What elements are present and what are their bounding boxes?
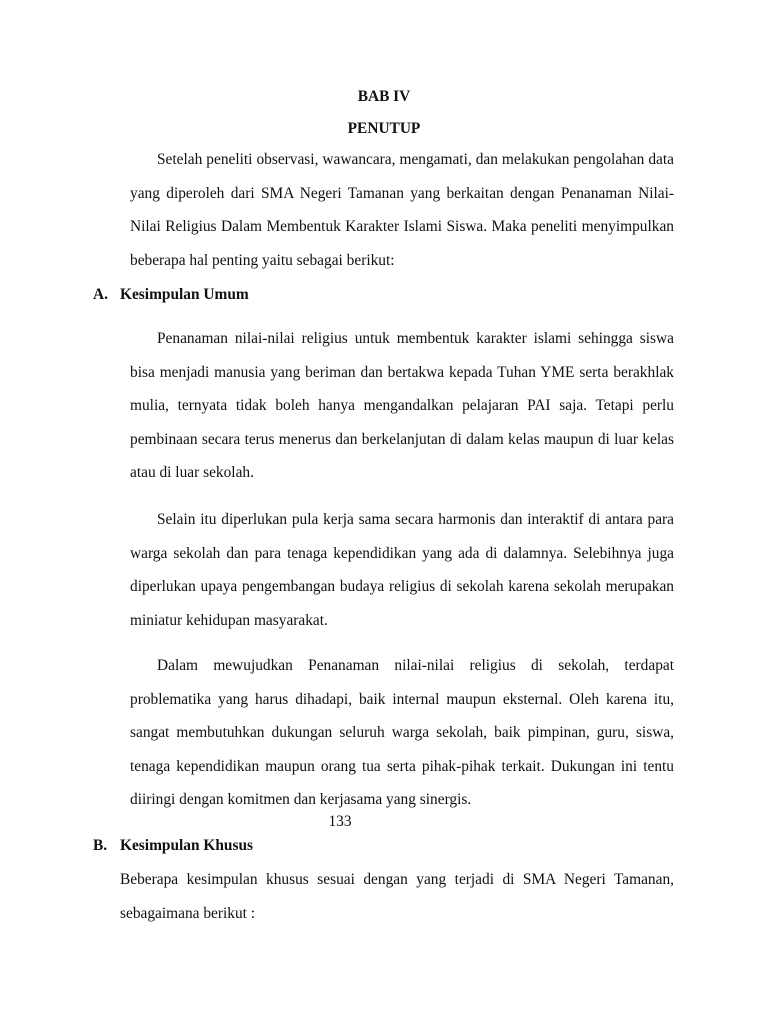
section-b-heading xyxy=(93,837,253,855)
section-b-paragraph-1: Beberapa kesimpulan khusus sesuai dengan yang terjadi di SMA Negeri Tamanan, sebagaimana berikut : xyxy=(120,871,674,922)
section-a-heading xyxy=(93,286,249,304)
intro-paragraph: Setelah peneliti observasi, wawancara, mengamati, dan melakukan pengolahan data yang diperoleh dari SMA Negeri Tamanan yang berkaitan dengan Penanaman Nilai-Nilai Religius Dalam Membentuk Karakter Islami Siswa. Maka peneliti menyimpulkan beberapa hal penting yaitu sebagai berikut: xyxy=(130,151,674,269)
section-a-number: A. xyxy=(93,286,108,303)
page-number: 133 xyxy=(328,813,352,830)
section-a-paragraph-2: Selain itu diperlukan pula kerja sama secara harmonis dan interaktif di antara para warga sekolah dan para tenaga kependidikan yang ada di dalamnya. Selebihnya juga diperlukan upaya pengembangan budaya religius di sekolah karena sekolah merupakan miniatur kehidupan masyarakat. xyxy=(130,511,674,629)
section-b-title: Kesimpulan Khusus xyxy=(120,837,254,854)
section-a-title: Kesimpulan Umum xyxy=(120,286,249,303)
chapter-number: BAB IV xyxy=(357,88,411,105)
chapter-title: PENUTUP xyxy=(347,120,421,137)
section-b-number: B. xyxy=(93,837,108,854)
section-a-paragraph-3: Dalam mewujudkan Penanaman nilai-nilai religius di sekolah, terdapat problematika yang harus dihadapi, baik internal maupun eksternal. Oleh karena itu, sangat membutuhkan dukungan seluruh warga sekolah, baik pimpinan, guru, siswa, tenaga kependidikan maupun orang tua serta pihak-pihak terkait. Dukungan ini tentu diiringi dengan komitmen dan kerjasama yang sinergis. xyxy=(130,657,674,808)
section-a-paragraph-1: Penanaman nilai-nilai religius untuk membentuk karakter islami sehingga siswa bisa menjadi manusia yang beriman dan bertakwa kepada Tuhan YME serta berakhlak mulia, ternyata tidak boleh hanya mengandalkan pelajaran PAI saja. Tetapi perlu pembinaan secara terus menerus dan berkelanjutan di dalam kelas maupun di luar kelas atau di luar sekolah. xyxy=(130,330,674,481)
